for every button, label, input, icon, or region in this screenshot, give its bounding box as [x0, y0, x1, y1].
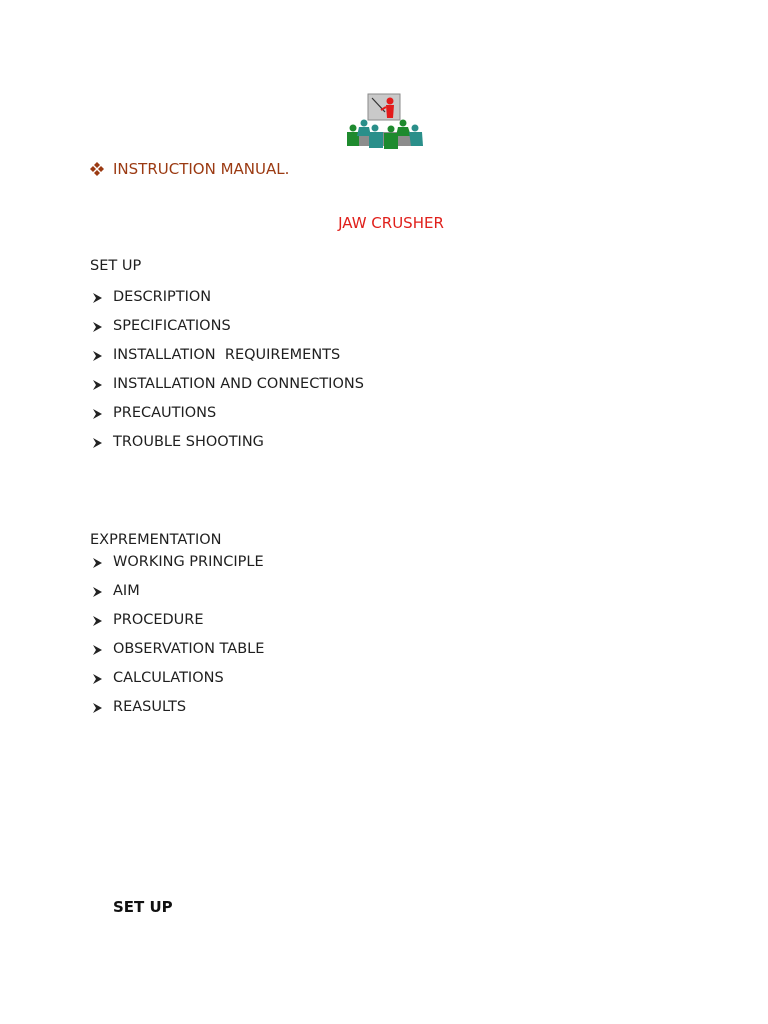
setup-section-label: SET UP	[90, 258, 142, 274]
manual-heading	[90, 160, 289, 178]
arrow-bullet-icon	[90, 407, 104, 421]
list-item: PRECAUTIONS	[90, 405, 364, 434]
setup-list	[90, 289, 364, 463]
list-item: DESCRIPTION	[90, 289, 364, 318]
arrow-bullet-icon	[90, 585, 104, 599]
arrow-bullet-icon	[90, 291, 104, 305]
list-item: CALCULATIONS	[90, 670, 264, 699]
experimentation-section-label: EXPREMENTATION	[90, 532, 222, 548]
manual-heading-text: INSTRUCTION MANUAL.	[113, 160, 290, 178]
list-item: AIM	[90, 583, 264, 612]
list-item: TROUBLE SHOOTING	[90, 434, 364, 463]
arrow-bullet-icon	[90, 320, 104, 334]
list-item: OBSERVATION TABLE	[90, 641, 264, 670]
list-item: REASULTS	[90, 699, 264, 728]
arrow-bullet-icon	[90, 672, 104, 686]
list-item: INSTALLATION REQUIREMENTS	[90, 347, 364, 376]
list-item: SPECIFICATIONS	[90, 318, 364, 347]
experimentation-list	[90, 554, 264, 728]
arrow-bullet-icon	[90, 643, 104, 657]
setup-heading: SET UP	[113, 898, 173, 916]
diamond-bullet-icon	[90, 162, 104, 176]
arrow-bullet-icon	[90, 614, 104, 628]
arrow-bullet-icon	[90, 349, 104, 363]
list-item: INSTALLATION AND CONNECTIONS	[90, 376, 364, 405]
arrow-bullet-icon	[90, 556, 104, 570]
list-item: WORKING PRINCIPLE	[90, 554, 264, 583]
list-item: PROCEDURE	[90, 612, 264, 641]
arrow-bullet-icon	[90, 701, 104, 715]
presentation-meeting-icon	[345, 92, 425, 150]
arrow-bullet-icon	[90, 436, 104, 450]
document-title: JAW CRUSHER	[338, 214, 444, 232]
arrow-bullet-icon	[90, 378, 104, 392]
